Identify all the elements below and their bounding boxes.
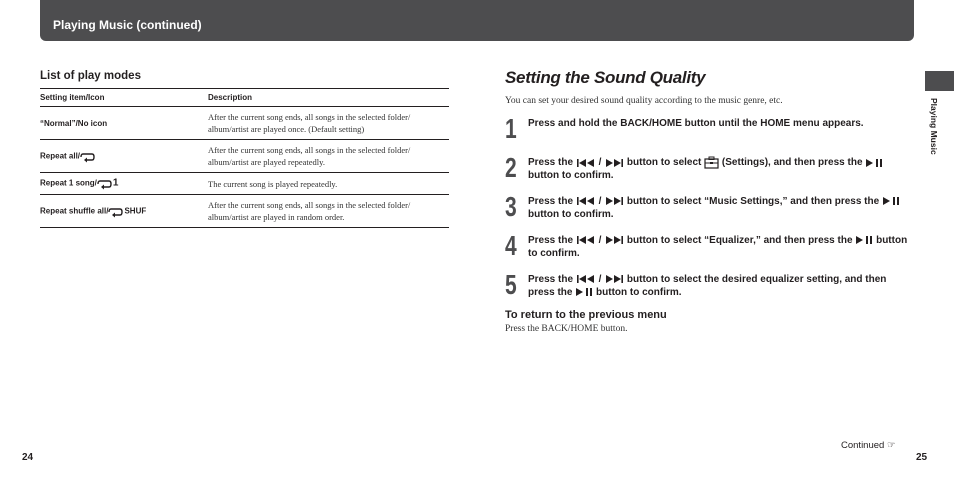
return-block: [505, 309, 915, 334]
header-title: Playing Music (continued): [53, 18, 202, 32]
step-text-part: button to confirm.: [528, 235, 908, 259]
step-item: [505, 271, 915, 310]
play-mode-label: “Normal”/No icon: [40, 118, 108, 128]
previous-track-icon: [576, 196, 596, 206]
play-pause-icon: [575, 287, 593, 297]
sound-quality-section: [505, 68, 915, 334]
table-header-row: [40, 89, 449, 107]
step-text-part: /: [595, 196, 605, 207]
play-pause-icon: [882, 196, 900, 206]
previous-track-icon: [576, 235, 596, 245]
play-modes-table: [40, 88, 449, 228]
step-number: 4: [505, 230, 517, 261]
play-mode-description: After the current song ends, all songs in the selected folder/ album/artist are played repeatedly.: [208, 140, 449, 173]
step-text-part: button to select “Music Settings,” and then press the: [624, 196, 882, 207]
sound-quality-intro: You can set your desired sound quality according to the music genre, etc.: [505, 96, 783, 106]
step-text-part: button to confirm.: [528, 209, 614, 220]
play-mode-icon-suffix: SHUF: [124, 206, 147, 216]
column-header-description: Description: [208, 89, 449, 107]
play-mode-item: [40, 173, 208, 195]
step-text: [528, 273, 913, 299]
play-mode-label: Repeat 1 song/: [40, 178, 97, 188]
play-modes-title: List of play modes: [40, 70, 141, 82]
step-text-part: (Settings), and then press the: [719, 157, 866, 169]
step-text-part: Press the: [528, 157, 576, 169]
step-text-part: Press the: [528, 235, 576, 246]
sound-quality-title: Setting the Sound Quality: [505, 68, 706, 87]
table-row: [40, 195, 449, 228]
step-number: 1: [505, 113, 517, 144]
previous-track-icon: [576, 274, 596, 284]
step-item: [505, 115, 915, 154]
play-pause-icon: [855, 235, 873, 245]
play-modes-section: [40, 70, 449, 228]
step-text-part: button to select: [624, 157, 705, 169]
header-bar: [40, 0, 914, 41]
step-text-part: button to confirm.: [593, 287, 682, 298]
pointing-hand-icon: ☞: [886, 440, 896, 451]
step-text: [528, 234, 913, 260]
step-text-part: button to select the desired equalizer setting, and then press the: [528, 274, 887, 298]
play-mode-label: Repeat all/: [40, 151, 81, 161]
step-text: [528, 195, 913, 221]
table-row: [40, 173, 449, 195]
step-text: [528, 156, 913, 182]
column-header-item: Setting item/Icon: [40, 89, 208, 107]
steps-list: [505, 115, 915, 310]
play-mode-label: Repeat shuffle all/: [40, 206, 109, 216]
repeat-shuffle-icon: [108, 205, 124, 218]
step-text-part: /: [595, 157, 605, 169]
table-row: [40, 107, 449, 140]
play-mode-description: The current song is played repeatedly.: [208, 173, 449, 195]
settings-toolbox-icon: [704, 156, 719, 169]
play-pause-icon: [865, 158, 883, 168]
step-item: [505, 193, 915, 232]
next-track-icon: [604, 235, 624, 245]
step-text: [528, 117, 913, 130]
play-mode-item: [40, 107, 208, 140]
step-text-part: /: [595, 235, 605, 246]
side-tab: [925, 71, 954, 91]
continued-label: Continued: [841, 440, 885, 451]
step-number: 5: [505, 269, 517, 300]
step-text-part: button to confirm.: [528, 170, 614, 182]
side-tab-label: Playing Music: [929, 98, 939, 155]
continued-note: [841, 440, 895, 451]
play-mode-item: [40, 140, 208, 173]
next-track-icon: [604, 158, 624, 168]
step-text-part: /: [595, 274, 605, 285]
step-number: 2: [505, 152, 517, 183]
step-text-part: button to select “Equalizer,” and then press the: [624, 235, 856, 246]
step-item: [505, 154, 915, 193]
step-text-part: Press and hold the BACK/HOME button until the HOME menu appears.: [528, 118, 864, 129]
repeat-icon: [80, 150, 96, 163]
next-track-icon: [604, 196, 624, 206]
next-track-icon: [604, 274, 624, 284]
return-text: Press the BACK/HOME button.: [505, 324, 628, 334]
page-number-right: 25: [916, 452, 928, 463]
play-mode-icon-suffix: 1: [112, 177, 119, 189]
table-row: [40, 140, 449, 173]
play-mode-description: After the current song ends, all songs in the selected folder/ album/artist are played in random order.: [208, 195, 449, 228]
play-mode-item: [40, 195, 208, 228]
return-title: To return to the previous menu: [505, 309, 667, 321]
repeat-one-icon: [97, 177, 113, 190]
previous-track-icon: [576, 158, 596, 168]
step-item: [505, 232, 915, 271]
step-text-part: Press the: [528, 196, 576, 207]
step-text-part: Press the: [528, 274, 576, 285]
page-number-left: 24: [22, 452, 34, 463]
step-number: 3: [505, 191, 517, 222]
play-mode-description: After the current song ends, all songs in the selected folder/ album/artist are played once. (Default setting): [208, 107, 449, 140]
